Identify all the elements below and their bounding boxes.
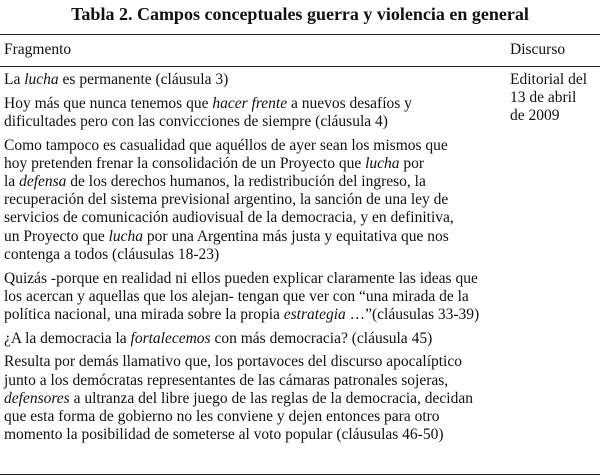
fragment-paragraph — [4, 137, 500, 264]
fragment-line — [4, 191, 500, 209]
text-segment: la — [4, 173, 20, 191]
fragment-line — [4, 209, 500, 227]
fragment-line — [4, 270, 500, 288]
fragment-line — [4, 353, 500, 371]
fragment-line — [4, 173, 500, 191]
fragment-line — [4, 155, 500, 173]
italic-term: lucha — [108, 227, 144, 245]
fragment-line — [4, 330, 500, 348]
fragment-column — [4, 71, 500, 450]
fragment-line — [4, 306, 500, 324]
text-segment: Como tampoco es casualidad que aquéllos de ayer sean los mismos que — [4, 136, 448, 154]
italic-term: lucha — [365, 154, 400, 172]
italic-term: hacer frente — [212, 94, 288, 112]
fragment-paragraph — [4, 95, 500, 131]
italic-term: lucha — [24, 71, 59, 88]
fragment-paragraph — [4, 270, 500, 325]
discourse-line: de 2009 — [510, 107, 560, 125]
text-segment: ¿A la democracia la — [4, 329, 131, 347]
text-segment: a nuevos desafíos y — [287, 94, 412, 112]
text-segment: servicios de comunicación audiovisual de la democracia, y en definitiva, — [4, 209, 454, 227]
text-segment: a ultranza del libre juego de las reglas de la democracia, decidan — [69, 389, 473, 407]
fragment-line — [4, 71, 500, 89]
text-segment: junto a los demócratas representantes de las cámaras patronales sojeras, — [4, 371, 449, 389]
fragment-line — [4, 390, 500, 408]
top-rule — [0, 34, 600, 35]
discourse-cell — [510, 71, 598, 126]
fragment-paragraph — [4, 353, 500, 444]
fragment-line — [4, 372, 500, 390]
header-rule — [0, 66, 600, 67]
text-segment: es permanente (cláusula 3) — [58, 71, 229, 88]
fragment-line — [4, 95, 500, 113]
text-segment: de los derechos humanos, la redistribución del ingreso, la — [66, 173, 426, 191]
fragment-line — [4, 408, 500, 426]
italic-term: defensores — [4, 389, 70, 407]
fragment-line — [4, 137, 500, 155]
bottom-rule — [0, 474, 600, 475]
text-segment: que esta forma de gobierno no les conviene y dejen entonces para otro — [4, 407, 440, 425]
text-segment: política nacional, una mirada sobre la propia — [4, 305, 284, 323]
text-segment: por una Argentina más justa y equitativa que nos — [143, 227, 449, 245]
text-segment: un Proyecto que — [4, 227, 109, 245]
fragment-line — [4, 426, 500, 444]
text-segment: contenga a todos (cláusulas 18-23) — [4, 245, 220, 263]
fragment-paragraph — [4, 330, 500, 348]
italic-term: defensa — [19, 173, 67, 191]
discourse-column-header: Discurso — [510, 41, 566, 58]
text-segment: recuperación del sistema previsional argentino, la sanción de una ley de — [4, 191, 449, 209]
italic-term: fortalecemos — [130, 329, 211, 347]
table-title: Tabla 2. Campos conceptuales guerra y violencia en general — [71, 4, 529, 24]
text-segment: Hoy más que nunca tenemos que — [4, 94, 213, 112]
fragment-column-header: Fragmento — [4, 41, 72, 58]
discourse-line: Editorial del — [510, 71, 588, 88]
text-segment: por — [399, 154, 425, 172]
text-segment: Resulta por demás llamativo que, los portavoces del discurso apocalíptico — [4, 353, 462, 371]
text-segment: los acercan y aquellas que los alejan- tengan que ver con “una mirada de la — [4, 287, 469, 305]
text-segment: con más democracia? (cláusula 45) — [210, 329, 433, 347]
text-segment: …”(cláusulas 33-39) — [345, 305, 480, 323]
text-segment: Quizás -porque en realidad ni ellos pueden explicar claramente las ideas que — [4, 269, 478, 287]
fragment-paragraph — [4, 71, 500, 89]
text-segment: dificultades pero con las convicciones de siempre (cláusula 4) — [4, 112, 388, 130]
discourse-line: 13 de abril — [510, 89, 577, 107]
fragment-line — [4, 228, 500, 246]
fragment-line — [4, 288, 500, 306]
fragment-line — [4, 246, 500, 264]
fragment-line — [4, 113, 500, 131]
text-segment: momento la posibilidad de someterse al voto popular (cláusulas 46-50) — [4, 426, 444, 444]
text-segment: hoy pretenden frenar la consolidación de un Proyecto que — [4, 154, 366, 172]
italic-term: estrategia — [283, 305, 346, 323]
text-segment: La — [4, 71, 25, 88]
